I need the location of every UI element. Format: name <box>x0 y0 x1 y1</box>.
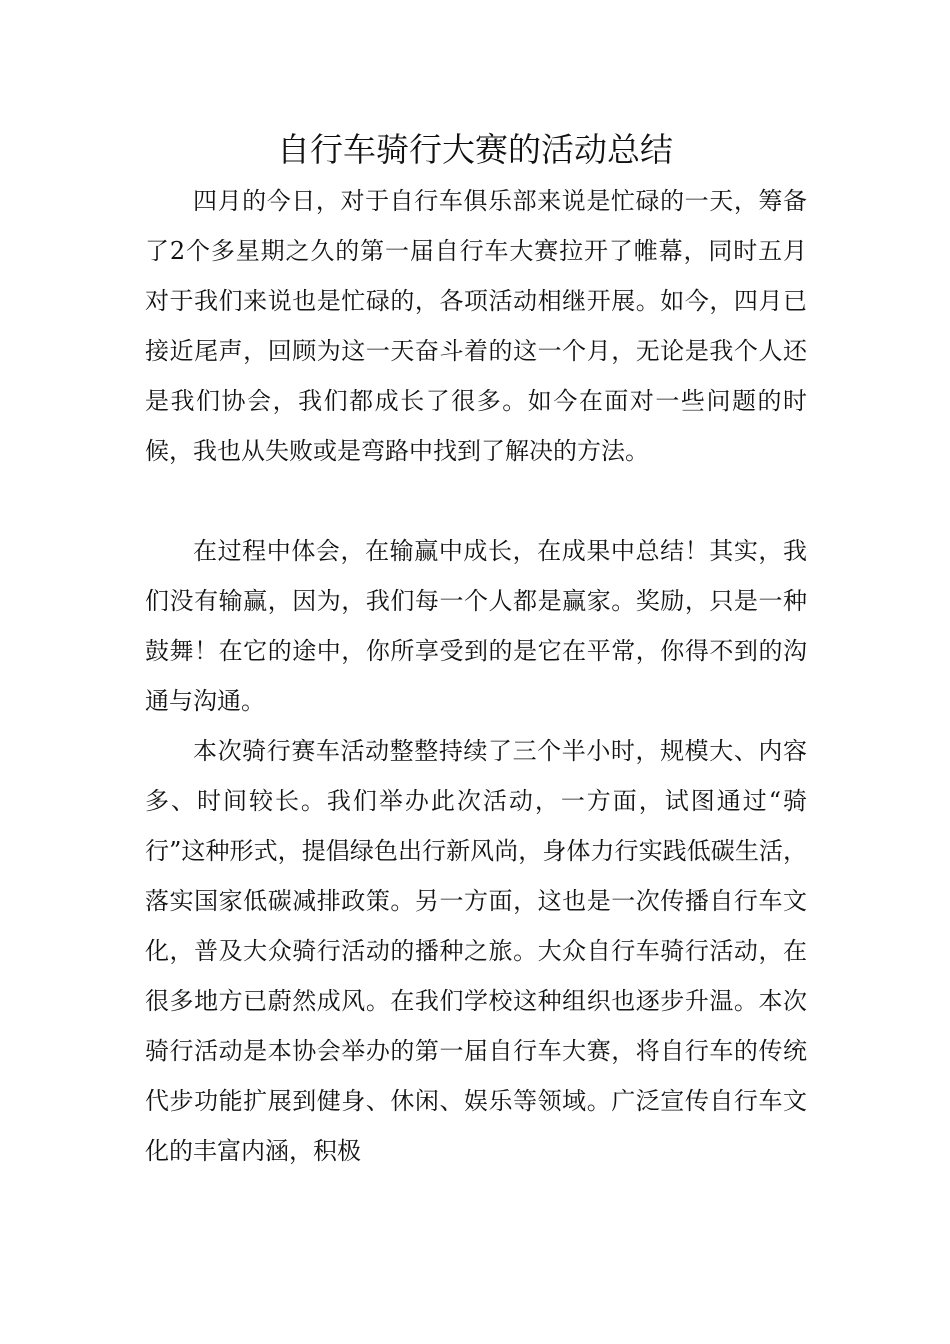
document-body <box>145 176 807 1176</box>
paragraph-1: 四月的今日，对于自行车俱乐部来说是忙碌的一天，筹备了2个多星期之久的第一届自行车大赛拉开了帷幕，同时五月对于我们来说也是忙碌的，各项活动相继开展。如今，四月已接近尾声，回顾为这一天奋斗着的这一个月，无论是我个人还是我们协会，我们都成长了很多。如今在面对一些问题的时候，我也从失败或是弯路中找到了解决的方法。 <box>145 187 807 465</box>
document-title: 自行车骑行大赛的活动总结 <box>277 130 673 169</box>
paragraph-2: 在过程中体会，在输赢中成长，在成果中总结！其实，我们没有输赢，因为，我们每一个人都是赢家。奖励，只是一种鼓舞！在它的途中，你所享受到的是它在平常，你得不到的沟通与沟通。 <box>145 537 807 715</box>
paragraph-3: 本次骑行赛车活动整整持续了三个半小时，规模大、内容多、时间较长。我们举办此次活动，一方面，试图通过“骑行”这种形式，提倡绿色出行新风尚，身体力行实践低碳生活，落实国家低碳减排政策。另一方面，这也是一次传播自行车文化，普及大众骑行活动的播种之旅。大众自行车骑行活动，在很多地方已蔚然成风。在我们学校这种组织也逐步升温。本次骑行活动是本协会举办的第一届自行车大赛，将自行车的传统代步功能扩展到健身、休闲、娱乐等领域。广泛宣传自行车文化的丰富内涵，积极 <box>145 737 807 1165</box>
